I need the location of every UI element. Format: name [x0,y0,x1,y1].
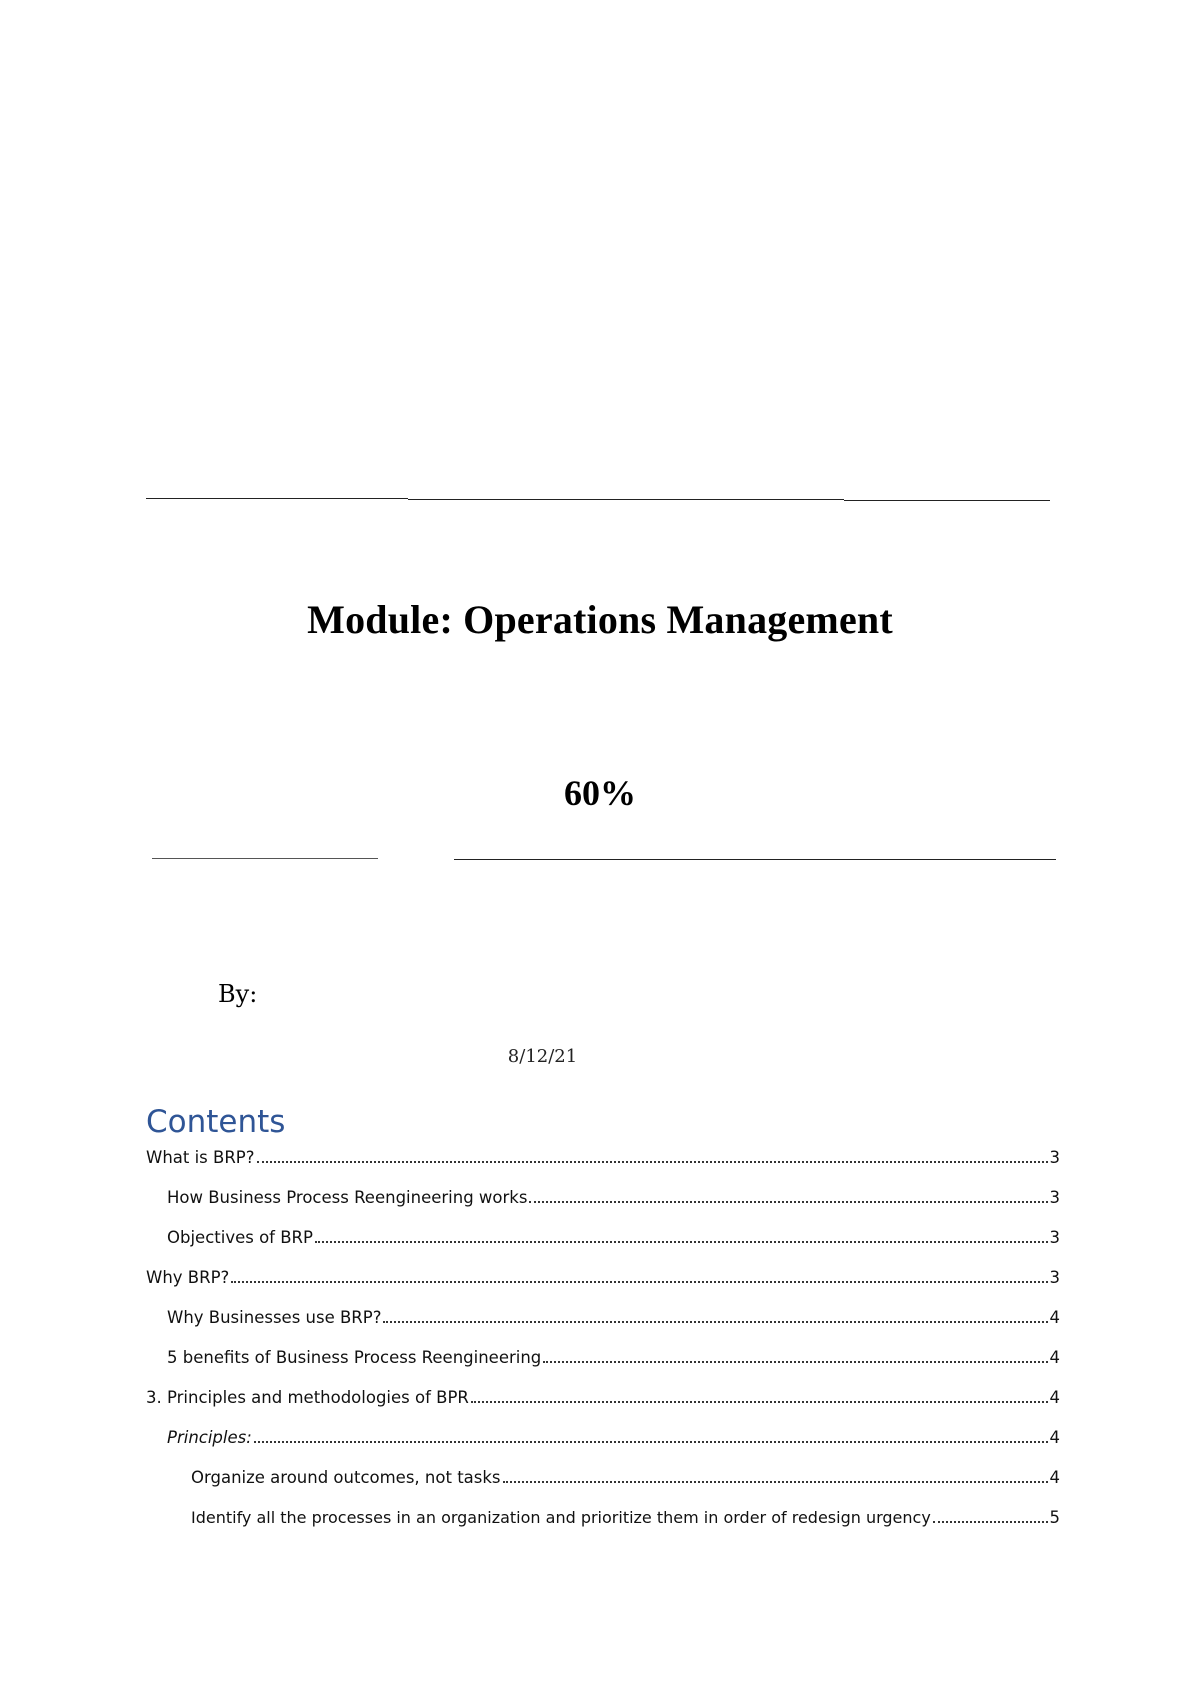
toc-entry[interactable] [167,1308,1060,1332]
toc-leader-dots [383,1321,1047,1323]
score-rule-left [152,858,378,859]
toc-entry-text: Organize around outcomes, not tasks [191,1468,501,1487]
toc-entry-text: What is BRP? [146,1148,255,1167]
toc-entry-text: 5 benefits of Business Process Reengineering [167,1348,542,1367]
toc-entry-text: How Business Process Reengineering works [167,1188,528,1207]
toc-leader-dots [231,1281,1047,1283]
toc-leader-dots [529,1201,1047,1203]
document-date: 8/12/21 [507,1046,578,1067]
toc-entry[interactable] [167,1228,1060,1252]
toc-leader-dots [315,1241,1048,1243]
toc-entry-page: 4 [1049,1428,1060,1447]
toc-entry[interactable] [191,1468,1060,1492]
toc-entry[interactable] [167,1428,1060,1452]
score-rule-right [454,859,1056,860]
toc-entry-page: 4 [1049,1308,1060,1327]
toc-entry-page: 4 [1049,1468,1060,1487]
toc-entry-text: Objectives of BRP [167,1228,313,1247]
toc-entry-page: 4 [1049,1348,1060,1367]
toc-entry[interactable] [167,1348,1060,1372]
toc-entry-page: 3 [1049,1268,1060,1287]
toc-entry-page: 3 [1049,1228,1060,1247]
top-rule-middle [408,499,844,500]
toc-leader-dots [503,1481,1048,1483]
toc-entry-text: 3. Principles and methodologies of BPR [146,1388,469,1407]
toc-leader-dots [257,1161,1048,1163]
author-by-label: By: [218,980,258,1008]
toc-entry-text: Identify all the processes in an organization and prioritize them in order of redesign urgency [191,1508,931,1527]
toc-entry-page: 3 [1049,1148,1060,1167]
contents-heading: Contents [146,1104,286,1140]
toc-entry[interactable] [146,1388,1060,1412]
toc-leader-dots [543,1361,1047,1363]
toc-leader-dots [471,1401,1048,1403]
toc-entry[interactable] [146,1148,1060,1172]
toc-entry[interactable] [167,1188,1060,1212]
toc-entry-page: 5 [1049,1508,1060,1527]
toc-entry-text: Why BRP? [146,1268,230,1287]
toc-entry[interactable] [146,1268,1060,1292]
toc-leader-dots [254,1441,1048,1443]
top-rule-left [146,498,408,499]
toc-entry[interactable] [191,1508,1060,1532]
percentage-score: 60% [564,773,636,813]
module-title: Module: Operations Management [307,597,893,642]
toc-entry-text: Principles: [167,1428,252,1447]
top-rule-right [844,500,1050,501]
toc-entry-page: 3 [1049,1188,1060,1207]
toc-leader-dots [933,1521,1048,1523]
toc-entry-text: Why Businesses use BRP? [167,1308,382,1327]
toc-entry-page: 4 [1049,1388,1060,1407]
